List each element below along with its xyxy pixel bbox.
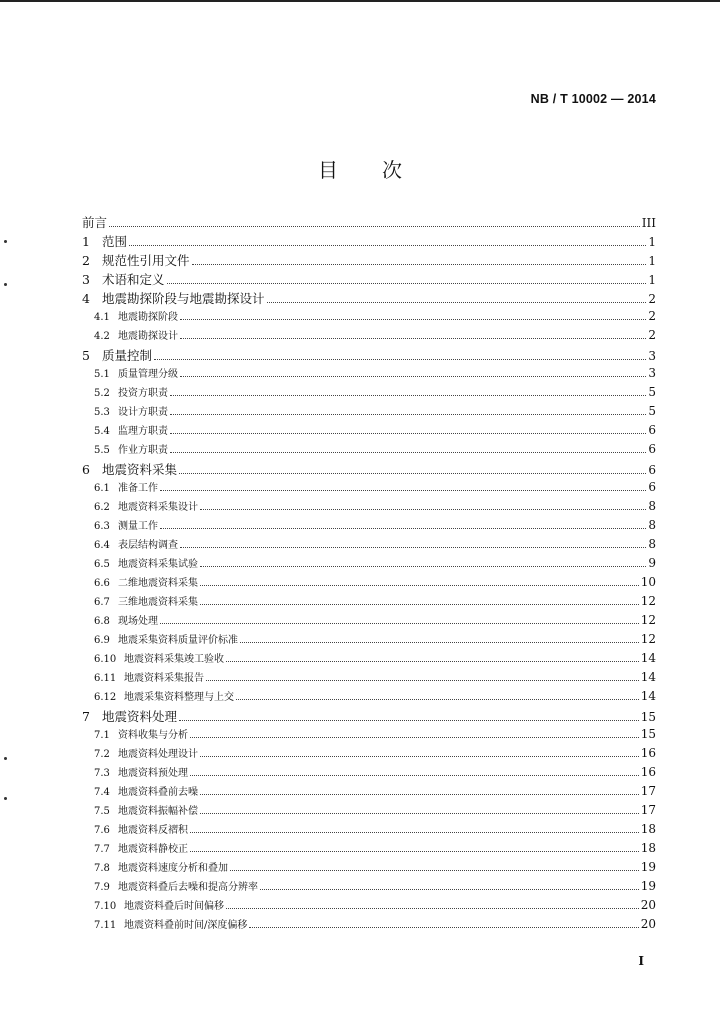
toc-entry[interactable]	[82, 897, 656, 916]
toc-entry-number: 6.4	[94, 540, 110, 551]
toc-entry[interactable]	[82, 365, 656, 384]
toc-entry-label: 地震资料处理设计	[118, 749, 198, 760]
toc-entry[interactable]	[82, 612, 656, 631]
title-char-1: 目	[318, 158, 338, 182]
toc-entry-page: 14	[640, 689, 656, 703]
dot-leader	[190, 737, 639, 738]
toc-entry-label: 地震资料预处理	[118, 768, 188, 779]
toc-entry-label: 地震资料振幅补偿	[118, 806, 198, 817]
toc-entry-label: 地震资料采集设计	[118, 502, 198, 513]
toc-entry-page: 1	[648, 254, 656, 268]
dot-leader	[170, 414, 646, 415]
toc-entry[interactable]	[82, 517, 656, 536]
dot-leader	[200, 509, 646, 510]
toc-entry-label: 二维地震资料采集	[118, 578, 198, 589]
toc-entry[interactable]	[82, 802, 656, 821]
toc-entry-number: 2	[82, 253, 90, 268]
dot-leader	[200, 566, 646, 567]
toc-entry[interactable]	[82, 821, 656, 840]
toc-entry[interactable]	[82, 764, 656, 783]
toc-entry-page: 14	[640, 651, 656, 665]
toc-entry-page: 12	[640, 613, 656, 627]
dot-leader	[180, 338, 646, 339]
toc-entry-page: 5	[648, 385, 656, 399]
dot-leader	[267, 302, 647, 303]
toc-entry-label: 地震资料叠前去噪	[118, 787, 198, 798]
toc-entry[interactable]	[82, 650, 656, 669]
dot-leader	[260, 889, 639, 890]
toc-entry-page: 1	[648, 273, 656, 287]
dot-leader	[240, 642, 639, 643]
dot-leader	[154, 359, 646, 360]
toc-entry-page: 12	[640, 594, 656, 608]
toc-entry-number: 6.7	[94, 597, 110, 608]
toc-entry-page: 2	[648, 309, 656, 323]
toc-entry[interactable]	[82, 878, 656, 897]
dot-leader	[230, 870, 639, 871]
toc-entry-number: 6	[82, 462, 90, 477]
toc-entry[interactable]	[82, 441, 656, 460]
toc-entry-label: 规范性引用文件	[102, 253, 190, 268]
toc-entry-number: 7.4	[94, 787, 110, 798]
toc-entry-number: 7.11	[94, 920, 117, 931]
toc-entry-number: 6.11	[94, 673, 117, 684]
dot-leader	[200, 585, 639, 586]
toc-entry-number: 7.7	[94, 844, 110, 855]
toc-entry-number: 5.4	[94, 426, 110, 437]
toc-entry-label: 三维地震资料采集	[118, 597, 198, 608]
margin-mark	[4, 240, 7, 243]
toc-entry-number: 4	[82, 291, 90, 306]
toc-entry-page: 17	[640, 803, 656, 817]
toc-entry-label: 地震资料采集试验	[118, 559, 198, 570]
toc-entry-number: 7.5	[94, 806, 110, 817]
toc-entry[interactable]	[82, 726, 656, 745]
margin-mark	[4, 283, 7, 286]
toc-entry[interactable]	[82, 783, 656, 802]
toc-entry-number: 5.3	[94, 407, 110, 418]
toc-entry-page: 3	[648, 349, 656, 363]
dot-leader	[167, 283, 647, 284]
toc-entry[interactable]	[82, 384, 656, 403]
toc-entry-page: 17	[640, 784, 656, 798]
toc-entry-page: 16	[640, 765, 656, 779]
toc-entry-page: 6	[648, 480, 656, 494]
dot-leader	[206, 680, 639, 681]
toc-entry-number: 5.1	[94, 369, 110, 380]
toc-entry-number: 6.10	[94, 654, 117, 665]
toc-entry-label: 准备工作	[118, 483, 158, 494]
toc-entry[interactable]	[82, 403, 656, 422]
toc-entry-page: 15	[640, 727, 656, 741]
toc-entry-number: 7.6	[94, 825, 110, 836]
toc-entry[interactable]	[82, 479, 656, 498]
toc-entry[interactable]	[82, 536, 656, 555]
toc-entry-number: 4.2	[94, 331, 110, 342]
toc-entry[interactable]	[82, 346, 656, 365]
toc-entry-label: 地震采集资料质量评价标准	[118, 635, 238, 646]
dot-leader	[180, 547, 646, 548]
toc-entry-label: 范围	[102, 234, 128, 249]
toc-entry-page: 9	[648, 556, 656, 570]
toc-entry-page: 10	[640, 575, 656, 589]
dot-leader	[200, 813, 639, 814]
toc-entry-page: 14	[640, 670, 656, 684]
toc-entry-page: 6	[648, 463, 656, 477]
dot-leader	[226, 661, 639, 662]
toc-entry-label: 前言	[82, 215, 108, 230]
toc-entry-label: 地震勘探阶段	[118, 312, 178, 323]
toc-entry[interactable]	[82, 707, 656, 726]
toc-entry-page: 1	[648, 235, 656, 249]
toc-entry[interactable]	[82, 669, 656, 688]
dot-leader	[170, 452, 646, 453]
toc-entry-number: 6.6	[94, 578, 110, 589]
toc-entry[interactable]	[82, 859, 656, 878]
toc-entry-page: 18	[640, 822, 656, 836]
toc-entry[interactable]	[82, 289, 656, 308]
dot-leader	[249, 927, 638, 928]
toc-entry-label: 地震资料采集报告	[124, 673, 204, 684]
toc-entry-label: 设计方职责	[118, 407, 168, 418]
toc-entry-label: 现场处理	[118, 616, 158, 627]
toc-entry[interactable]	[82, 232, 656, 251]
toc-entry-page: 6	[648, 423, 656, 437]
toc-entry-number: 6.3	[94, 521, 110, 532]
toc-entry-label: 资料收集与分析	[118, 730, 188, 741]
toc-entry-label: 监理方职责	[118, 426, 168, 437]
dot-leader	[180, 376, 646, 377]
dot-leader	[179, 720, 639, 721]
toc-entry-label: 地震资料叠后去噪和提高分辨率	[118, 882, 258, 893]
toc-entry[interactable]	[82, 270, 656, 289]
top-rule	[0, 0, 720, 2]
dot-leader	[160, 528, 646, 529]
dot-leader	[170, 433, 646, 434]
toc-entry-page: 16	[640, 746, 656, 760]
toc-entry-page: 2	[648, 328, 656, 342]
toc-entry-label: 投资方职责	[118, 388, 168, 399]
toc-entry[interactable]	[82, 327, 656, 346]
toc-entry-number: 7.2	[94, 749, 110, 760]
dot-leader	[192, 264, 647, 265]
dot-leader	[109, 226, 640, 227]
dot-leader	[200, 794, 639, 795]
toc-entry-label: 地震资料采集竣工验收	[124, 654, 224, 665]
toc-entry-page: 3	[648, 366, 656, 380]
toc-entry-label: 质量控制	[102, 348, 153, 363]
toc-entry-label: 质量管理分级	[118, 369, 178, 380]
toc-entry[interactable]	[82, 498, 656, 517]
toc-entry-label: 地震勘探设计	[118, 331, 178, 342]
toc-entry-page: 8	[648, 499, 656, 513]
toc-entry-number: 5	[82, 348, 90, 363]
toc-entry-number: 6.1	[94, 483, 110, 494]
toc-entry-page: 2	[648, 292, 656, 306]
dot-leader	[236, 699, 639, 700]
toc-entry-label: 地震资料采集	[102, 462, 178, 477]
toc-entry[interactable]	[82, 308, 656, 327]
dot-leader	[190, 832, 639, 833]
toc-entry-label: 地震资料叠前时间/深度偏移	[124, 920, 248, 931]
toc-entry[interactable]	[82, 574, 656, 593]
toc-entry-label: 地震资料速度分析和叠加	[118, 863, 228, 874]
dot-leader	[160, 490, 646, 491]
toc-entry-page: III	[641, 216, 656, 230]
dot-leader	[200, 756, 639, 757]
toc-entry-page: 19	[640, 879, 656, 893]
toc-entry-number: 6.8	[94, 616, 110, 627]
page-number: I	[638, 954, 644, 968]
toc-entry-page: 8	[648, 537, 656, 551]
toc-entry-page: 8	[648, 518, 656, 532]
toc-entry[interactable]	[82, 422, 656, 441]
toc-entry-number: 5.2	[94, 388, 110, 399]
toc-entry-number: 7	[82, 709, 90, 724]
toc-entry-page: 6	[648, 442, 656, 456]
toc-entry-page: 15	[640, 710, 656, 724]
dot-leader	[190, 775, 639, 776]
dot-leader	[226, 908, 639, 909]
dot-leader	[180, 319, 646, 320]
toc-entry-number: 6.12	[94, 692, 117, 703]
toc-entry-label: 地震资料叠后时间偏移	[124, 901, 224, 912]
toc-entry-label: 术语和定义	[102, 272, 165, 287]
toc-entry-number: 7.9	[94, 882, 110, 893]
toc-entry[interactable]	[82, 916, 656, 935]
table-of-contents	[82, 213, 656, 935]
toc-entry[interactable]	[82, 251, 656, 270]
toc-entry-number: 7.10	[94, 901, 117, 912]
toc-entry[interactable]	[82, 213, 656, 232]
toc-entry-number: 4.1	[94, 312, 110, 323]
dot-leader	[160, 623, 639, 624]
dot-leader	[190, 851, 639, 852]
toc-entry-number: 6.2	[94, 502, 110, 513]
dot-leader	[170, 395, 646, 396]
page-title	[0, 154, 720, 183]
dot-leader	[129, 245, 646, 246]
margin-mark	[4, 757, 7, 760]
toc-entry-label: 作业方职责	[118, 445, 168, 456]
toc-entry-label: 测量工作	[118, 521, 158, 532]
toc-entry-page: 18	[640, 841, 656, 855]
title-char-2: 次	[382, 158, 402, 182]
toc-entry-page: 12	[640, 632, 656, 646]
toc-entry-label: 地震采集资料整理与上交	[124, 692, 234, 703]
toc-entry-label: 地震勘探阶段与地震勘探设计	[102, 291, 265, 306]
toc-entry-page: 5	[648, 404, 656, 418]
dot-leader	[200, 604, 639, 605]
toc-entry[interactable]	[82, 555, 656, 574]
toc-entry-number: 5.5	[94, 445, 110, 456]
toc-entry-number: 6.5	[94, 559, 110, 570]
toc-entry-number: 6.9	[94, 635, 110, 646]
margin-mark	[4, 797, 7, 800]
toc-entry[interactable]	[82, 688, 656, 707]
dot-leader	[179, 473, 646, 474]
toc-entry-number: 7.3	[94, 768, 110, 779]
toc-entry-label: 表层结构调查	[118, 540, 178, 551]
toc-entry[interactable]	[82, 745, 656, 764]
toc-entry[interactable]	[82, 593, 656, 612]
toc-entry-label: 地震资料反褶积	[118, 825, 188, 836]
document-number: NB / T 10002 — 2014	[530, 92, 656, 106]
toc-entry-number: 7.1	[94, 730, 110, 741]
toc-entry[interactable]	[82, 460, 656, 479]
toc-entry-label: 地震资料静校正	[118, 844, 188, 855]
toc-entry-number: 3	[82, 272, 90, 287]
toc-entry[interactable]	[82, 631, 656, 650]
toc-entry-label: 地震资料处理	[102, 709, 178, 724]
toc-entry-page: 20	[640, 917, 656, 931]
toc-entry-number: 7.8	[94, 863, 110, 874]
toc-entry-page: 20	[640, 898, 656, 912]
toc-entry-page: 19	[640, 860, 656, 874]
toc-entry[interactable]	[82, 840, 656, 859]
toc-entry-number: 1	[82, 234, 90, 249]
